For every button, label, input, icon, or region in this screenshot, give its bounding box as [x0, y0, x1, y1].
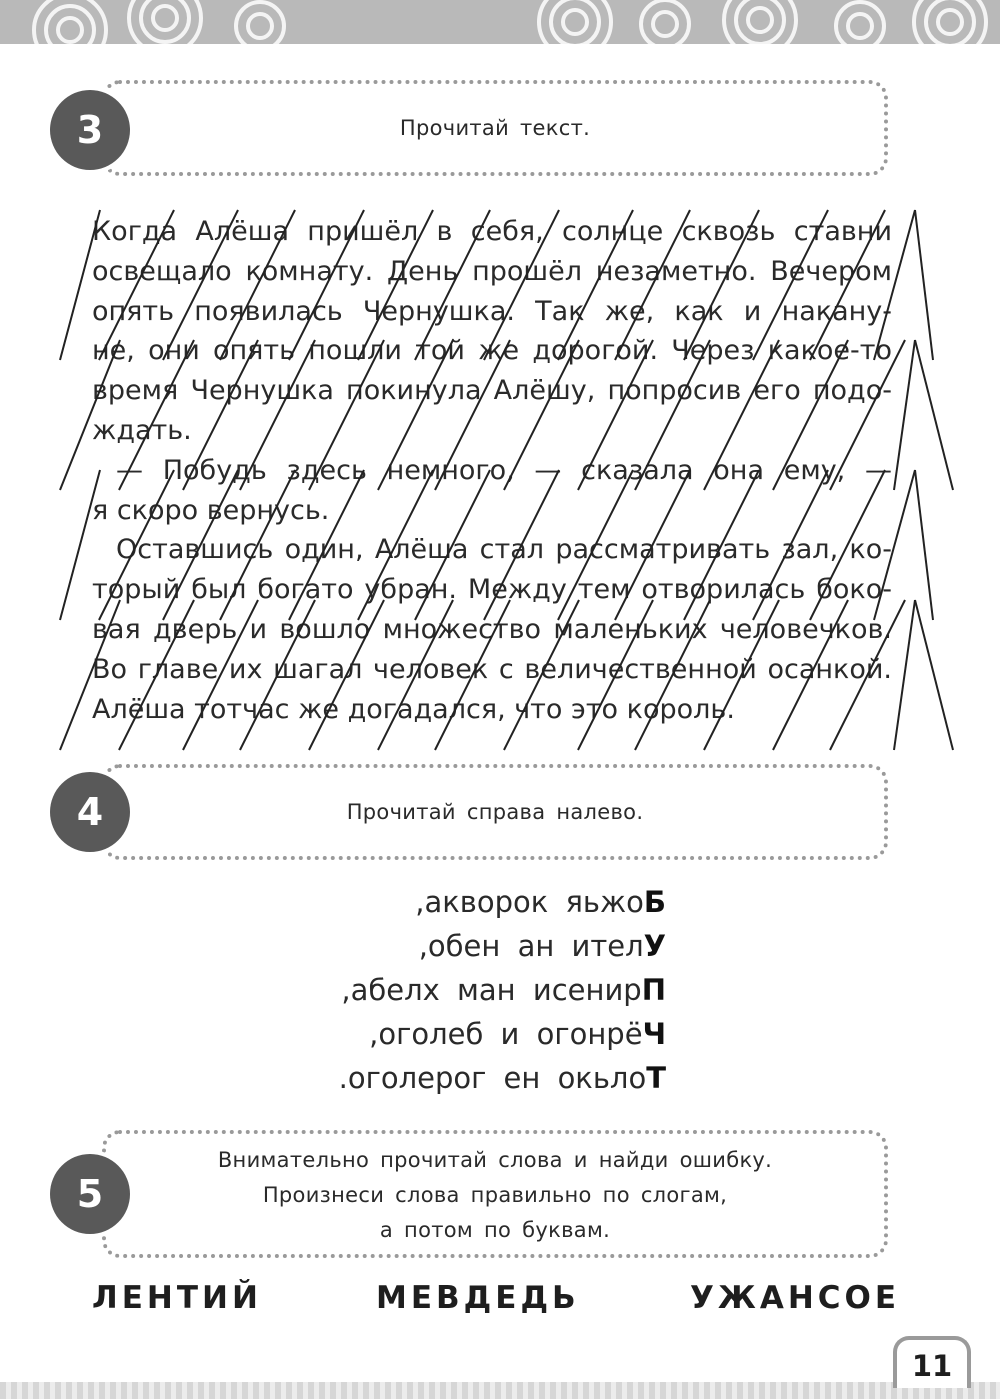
- passage-line: ждать.: [92, 414, 192, 446]
- passage-line: я скоро вернусь.: [92, 494, 330, 526]
- reversed-line: ,акворок яьжоБ: [415, 885, 666, 919]
- strike-line: [894, 600, 915, 750]
- passage-line: время Чернушка покинула Алёшу, попросив его подо-: [92, 375, 892, 407]
- task-5-instruction-line: Произнеси слова правильно по слогам,: [262, 1183, 728, 1207]
- passage-line: Во главе их шагал человек с величественной осанкой.: [92, 653, 892, 685]
- reversed-line: .оголерог ен окьлоТ: [338, 1061, 666, 1095]
- passage-line: Оставшись один, Алёша стал рассматривать зал, ко-: [116, 534, 892, 566]
- strike-line: [915, 340, 953, 490]
- task-4-number-badge: 4: [50, 772, 130, 852]
- task-4-instruction: Прочитай справа налево.: [346, 800, 644, 824]
- strike-line: [915, 600, 953, 750]
- passage-line: Когда Алёша пришёл в себя, солнце сквозь ставни: [92, 216, 892, 247]
- reversed-line: ,абелх ман исенирП: [341, 973, 666, 1007]
- passage-line: освещало комнату. День прошёл незаметно. Вечером: [92, 255, 892, 287]
- page-number: 11: [893, 1336, 971, 1388]
- task-3-instruction: Прочитай текст.: [399, 116, 591, 140]
- strike-line: [915, 210, 933, 360]
- reading-passage: [92, 212, 892, 729]
- reversed-poem: [300, 880, 666, 1100]
- task-5-instruction-line: Внимательно прочитай слова и найди ошибку.: [217, 1148, 773, 1172]
- passage-line: Алёша тотчас же догадался, что это король.: [92, 693, 735, 725]
- strike-line: [894, 340, 915, 490]
- task-5-instruction-box: [102, 1130, 888, 1258]
- task-5-instruction-line: а потом по буквам.: [379, 1218, 611, 1242]
- task-3-instruction-box: [102, 80, 888, 176]
- misspelled-word: ЛЕНТИЙ: [92, 1280, 262, 1316]
- passage-line: вая дверь и вошло множество маленьких человечков.: [92, 613, 892, 645]
- reversed-line: ,обен ан ителУ: [418, 929, 666, 963]
- passage-line: не, они опять пошли той же дорогой. Через какое-то: [92, 335, 892, 367]
- top-decorative-band: [0, 0, 1000, 44]
- spiral-pattern: [0, 0, 1000, 44]
- strike-line: [915, 470, 933, 620]
- reversed-line: ,оголеб и огонрёЧ: [369, 1017, 666, 1051]
- task-3-number-badge: 3: [50, 90, 130, 170]
- bottom-decorative-band: [0, 1382, 1000, 1399]
- passage-line: опять появилась Чернушка. Так же, как и накану-: [92, 295, 892, 327]
- passage-line: — Побудь здесь немного, — сказала она ему, —: [116, 454, 892, 486]
- misspelled-word: УЖАНСОЕ: [690, 1280, 901, 1316]
- task-4-instruction-box: [102, 764, 888, 860]
- misspelled-word: МЕВДЕДЬ: [376, 1280, 580, 1316]
- task-5-number-badge: 5: [50, 1154, 130, 1234]
- passage-line: торый был богато убран. Между тем отворилась боко-: [92, 574, 892, 606]
